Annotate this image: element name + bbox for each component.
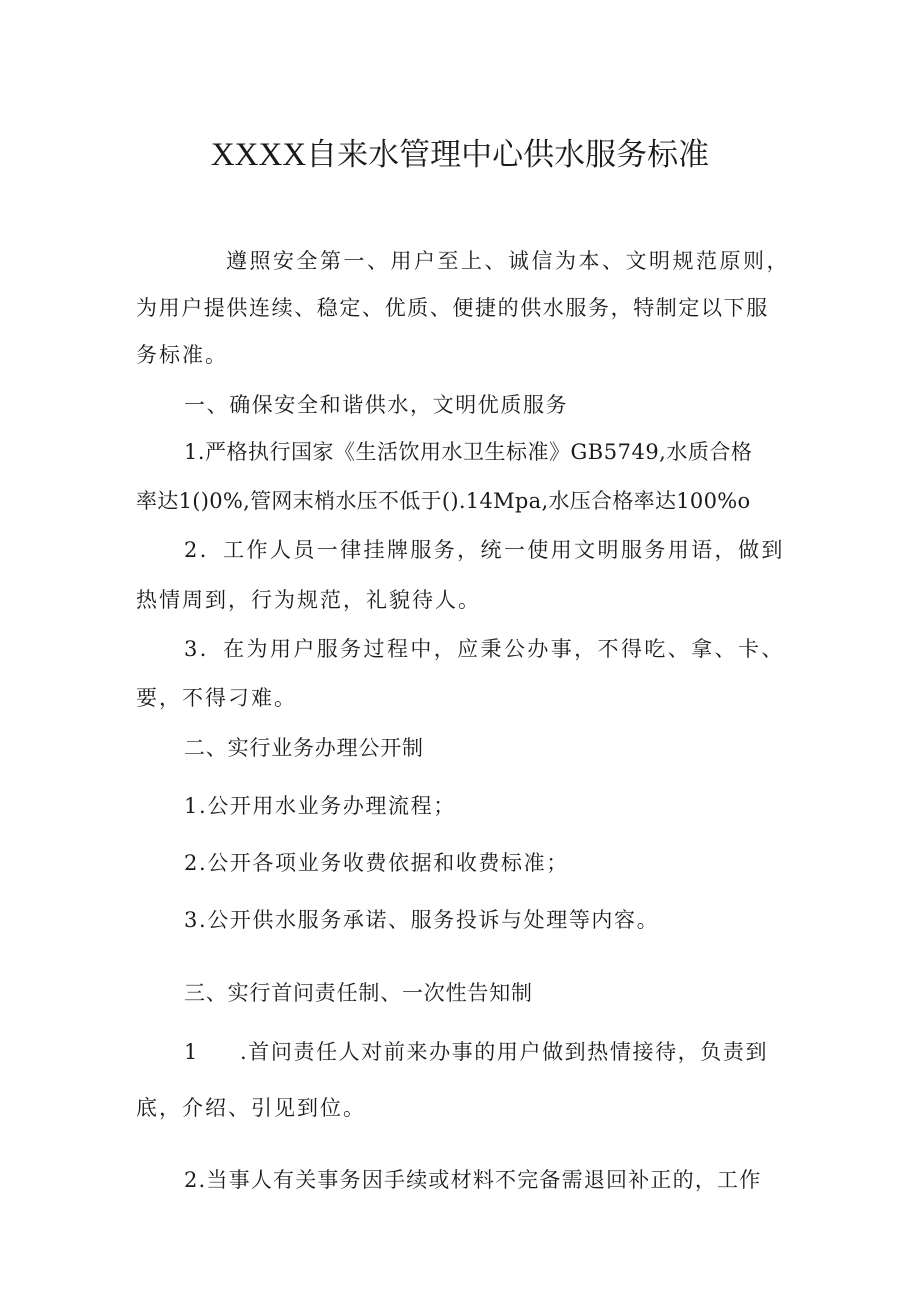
s1-item-3-line-2: 要，不得刁难。 — [136, 686, 297, 710]
section-1-heading: 一、确保安全和谐供水，文明优质服务 — [184, 393, 569, 417]
s1-item-1-line-1: 1.严格执行国家《生活饮用水卫生标准》GB5749,水质合格 — [184, 440, 753, 464]
s1-item-2-line-1: 2．工作人员一律挂牌服务，统一使用文明服务用语，做到 — [184, 538, 785, 562]
s2-item-1: 1.公开用水业务办理流程； — [184, 794, 456, 818]
document-title — [0, 135, 920, 175]
intro-line-3: 务标准。 — [136, 343, 228, 367]
title-text: 自来水管理中心供水服务标准 — [306, 137, 710, 173]
s1-item-3-line-1: 3．在为用户服务过程中，应秉公办事，不得吃、拿、卡、 — [184, 637, 785, 661]
s3-item-2-line-1: 2.当事人有关事务因手续或材料不完备需退回补正的，工作 — [184, 1168, 762, 1192]
intro-line-2: 为用户提供连续、稳定、优质、便捷的供水服务，特制定以下服 — [136, 296, 769, 320]
s2-item-2: 2.公开各项业务收费依据和收费标准； — [184, 851, 569, 875]
section-2-heading: 二、实行业务办理公开制 — [184, 736, 424, 760]
s3-item-1-number: 1 — [184, 1040, 198, 1064]
title-prefix: XXXX — [210, 137, 307, 173]
section-3-heading: 三、实行首问责任制、一次性告知制 — [184, 981, 533, 1005]
s3-item-1-line-1: .首问责任人对前来办事的用户做到热情接待，负责到 — [240, 1040, 769, 1064]
s1-item-2-line-2: 热情周到，行为规范，礼貌待人。 — [136, 588, 481, 612]
intro-line-1: 遵照安全第一、用户至上、诚信为本、文明规范原则， — [226, 249, 790, 273]
s1-item-1-line-2: 率达1()0%,管网末梢水压不低于().14Mpa,水压合格率达100%o — [136, 489, 751, 513]
s3-item-1-line-2: 底，介绍、引见到位。 — [136, 1096, 366, 1120]
s2-item-3: 3.公开供水服务承诺、服务投诉与处理等内容。 — [184, 908, 660, 932]
